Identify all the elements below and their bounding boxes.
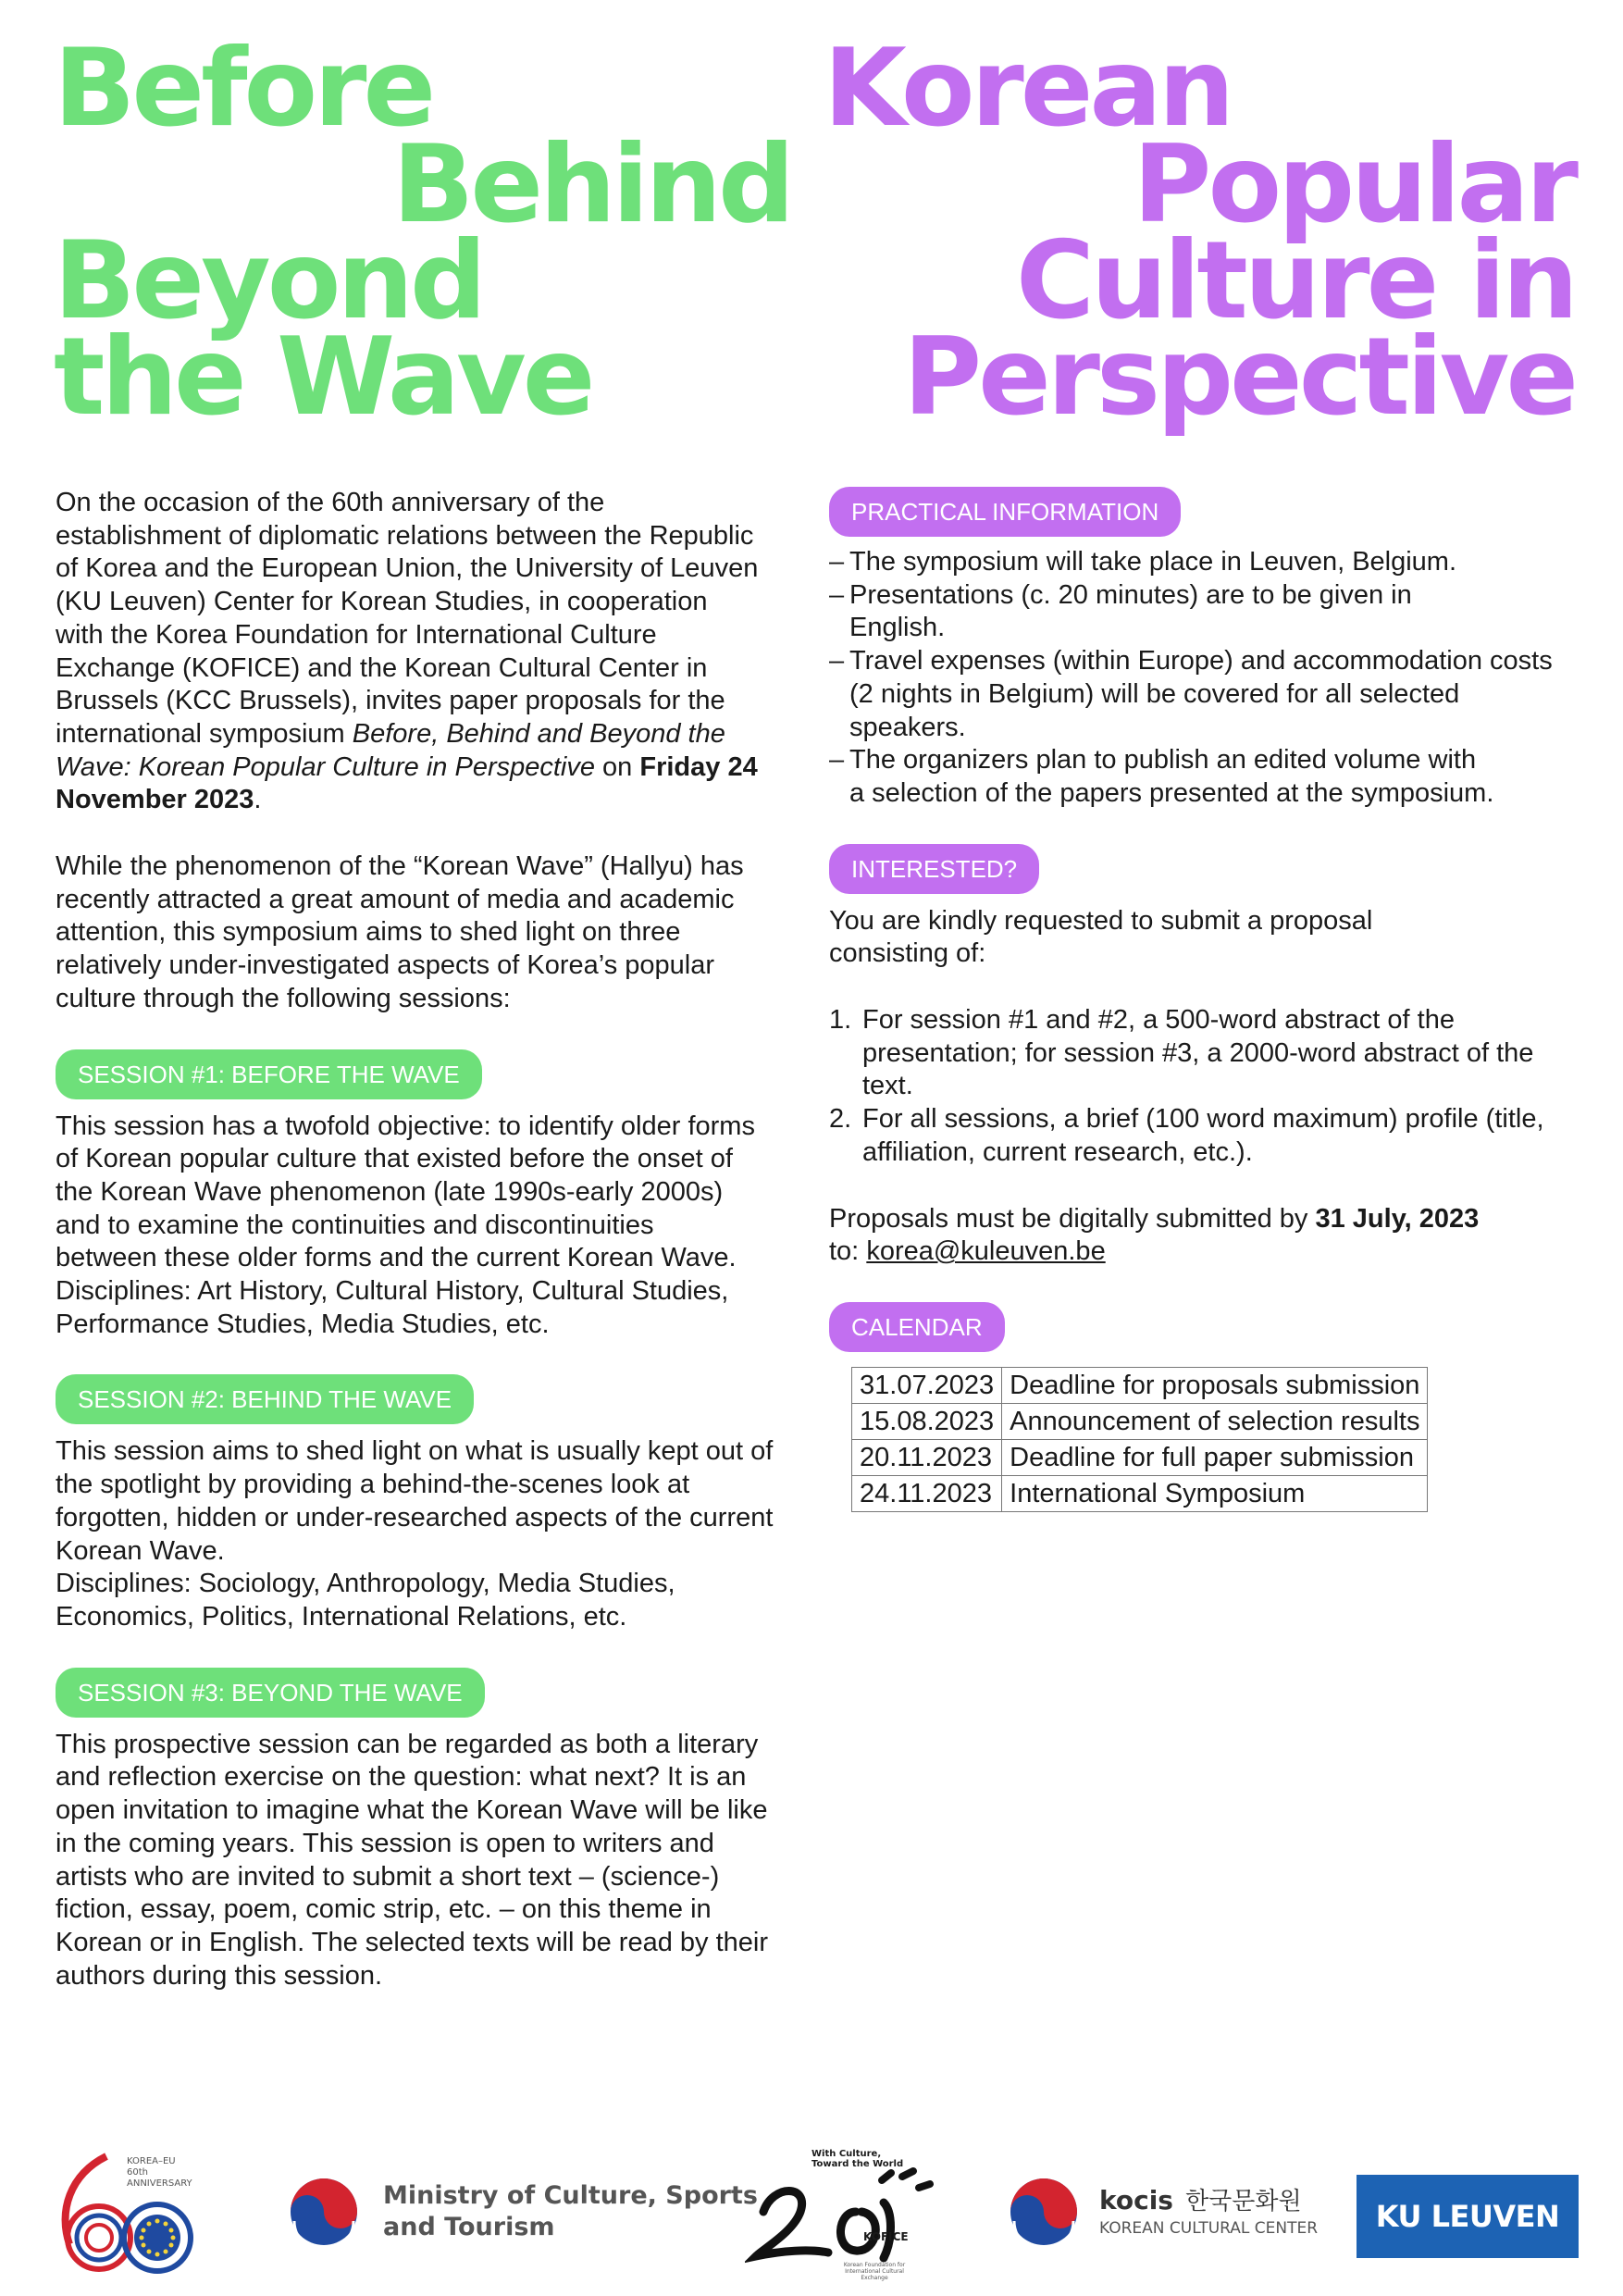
interested-intro: You are kindly requested to submit a proposal consisting of:: [829, 905, 1373, 969]
practical-item: – The organizers plan to publish an edited volume with a selection of the papers presented at the symposium.: [829, 745, 1494, 808]
ministry-logo: [287, 2175, 758, 2258]
title-beyond: Beyond: [54, 218, 484, 343]
title-culture-in: Culture in: [1015, 218, 1575, 343]
session-3-text: This prospective session can be regarded as both a literary and reflection exercise on the question: what next? It is an open invitation to imagine what the Korean Wave will be like in the coming years. This session is open to writers and artists who are invited to submit a short text – (science-) fiction, essay, poem, comic strip, etc. – on this theme in Korean or in English. The selected texts will be read by their authors during this session.: [56, 1729, 768, 1991]
practical-item: – Travel expenses (within Europe) and accommodation costs (2 nights in Belgium) will be covered for all selected speakers.: [829, 646, 1553, 742]
ku-leuven-logo: [1357, 2175, 1579, 2258]
deadline-paragraph: Proposals must be digitally submitted by 31 July, 2023 to: korea@kuleuven.be: [829, 1203, 1480, 1267]
left-column: [56, 487, 796, 1992]
kocis-name: kocis: [1099, 2185, 1173, 2215]
logo-bar: [0, 2147, 1623, 2281]
intro2-paragraph: While the phenomenon of the “Korean Wave” (Hallyu) has recently attracted a great amount of media and academic attention, this symposium aims to shed light on three relatively under-investigated aspects of Korea’s popular culture through the following sessions:: [56, 851, 744, 1013]
table-row: 31.07.2023 Deadline for proposals submission: [852, 1367, 1428, 1403]
kofice-tagline: With Culture, Toward the World: [812, 2149, 904, 2169]
intro-text: On the occasion of the 60th anniversary of the establishment of diplomatic relations between the Republic of Korea and the European Union, the University of Leuven (KU Leuven) Center for Korean Studies, in cooperation with the Korea Foundation for International Culture Exchange (KOFICE) and the Korean Cultural Center in Brussels (KCC Brussels), invites paper proposals for the international symposium: [56, 488, 759, 749]
title-popular: Popular: [1133, 122, 1575, 247]
intro-paragraph: [56, 487, 759, 817]
kofice-name: KOFICE: [863, 2230, 909, 2243]
practical-info-label: PRACTICAL INFORMATION: [829, 487, 1181, 537]
kocis-subtitle: KOREAN CULTURAL CENTER: [1099, 2219, 1319, 2238]
symposium-title: Before, Behind and Beyond the Wave: Korean Popular Culture in Perspective: [56, 718, 725, 782]
title-before: Before: [54, 26, 433, 151]
practical-item: – Presentations (c. 20 minutes) are to be given in English.: [829, 579, 1412, 643]
deadline-date: 31 July, 2023: [1315, 1203, 1480, 1234]
session-1-label: SESSION #1: BEFORE THE WAVE: [56, 1049, 482, 1099]
table-row: 24.11.2023 International Symposium: [852, 1475, 1428, 1511]
calendar-table: [851, 1367, 1428, 1512]
kofice-logo: [745, 2147, 948, 2281]
symposium-date: Friday 24 November 2023: [56, 751, 758, 815]
title-the-wave: the Wave: [54, 315, 592, 440]
email-link[interactable]: korea@kuleuven.be: [866, 1236, 1106, 1267]
practical-list: [829, 546, 1588, 811]
session-3-label: SESSION #3: BEYOND THE WAVE: [56, 1668, 485, 1718]
ministry-line-2: and Tourism: [383, 2213, 555, 2241]
interested-label: INTERESTED?: [829, 844, 1039, 894]
proposal-item-2: 2. For all sessions, a brief (100 word maximum) profile (title, affiliation, current research, etc.).: [829, 1104, 1544, 1167]
practical-item: – The symposium will take place in Leuven, Belgium.: [829, 547, 1457, 577]
korea-eu-60-logo: [51, 2147, 208, 2277]
taegeuk-icon: [1007, 2175, 1081, 2249]
session-1-disciplines: Disciplines: Art History, Cultural History, Cultural Studies, Performance Studies, Media Studies, etc.: [56, 1276, 729, 1339]
ku-leuven-text: KU LEUVEN: [1375, 2199, 1560, 2234]
title-behind: Behind: [392, 122, 792, 247]
intro-on: on: [595, 751, 640, 782]
session-2-text: This session aims to shed light on what is usually kept out of the spotlight by providing a behind-the-scenes look at forgotten, hidden or under-researched aspects of the current Korean Wave.: [56, 1436, 774, 1566]
session-2-disciplines: Disciplines: Sociology, Anthropology, Media Studies, Economics, Politics, International Relations, etc.: [56, 1569, 675, 1632]
session-2-label: SESSION #2: BEHIND THE WAVE: [56, 1374, 474, 1424]
korea-eu-text: KOREA–EU 60th ANNIVERSARY: [127, 2156, 192, 2189]
ministry-line-1: Ministry of Culture, Sports: [383, 2181, 758, 2210]
kocis-logo: [1007, 2175, 1319, 2258]
taegeuk-icon: [287, 2175, 361, 2249]
kofice-subtitle: Korean Foundation for International Cultural Exchange: [843, 2262, 906, 2281]
calendar-label: CALENDAR: [829, 1302, 1005, 1352]
kocis-korean: 한국문화원: [1185, 2188, 1302, 2215]
session-1-text: This session has a twofold objective: to identify older forms of Korean popular culture that existed before the onset of the Korean Wave phenomenon (late 1990s-early 2000s) and to examine the continuities and discontinuities between these older forms and the current Korean Wave.: [56, 1111, 755, 1273]
proposal-list: [829, 1004, 1588, 1170]
table-row: 15.08.2023 Announcement of selection results: [852, 1403, 1428, 1439]
title-korean: Korean: [824, 26, 1232, 151]
table-row: 20.11.2023 Deadline for full paper submission: [852, 1439, 1428, 1475]
right-column: [829, 487, 1588, 1512]
title-perspective: Perspective: [903, 315, 1575, 440]
proposal-item-1: 1. For session #1 and #2, a 500-word abstract of the presentation; for session #3, a 2000-word abstract of the text.: [829, 1005, 1534, 1101]
intro-end: .: [254, 785, 262, 815]
